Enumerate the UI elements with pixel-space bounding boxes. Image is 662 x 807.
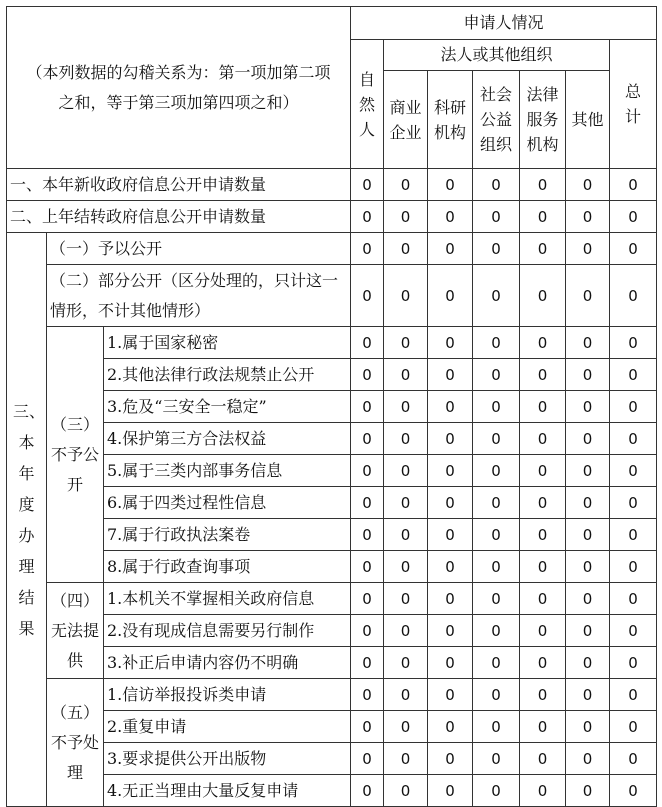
cell-value: 0 [520, 327, 566, 359]
cell-value: 0 [520, 583, 566, 615]
cell-value: 0 [351, 423, 384, 455]
cell-value: 0 [428, 647, 473, 679]
header-applicant-status: 申请人情况 [351, 7, 657, 40]
cell-value: 0 [351, 201, 384, 233]
cell-value: 0 [428, 551, 473, 583]
cell-value: 0 [351, 487, 384, 519]
cell-value: 0 [610, 775, 657, 807]
row-label-g3 [47, 327, 104, 583]
cell-value: 0 [473, 615, 520, 647]
cell-value: 0 [428, 201, 473, 233]
cell-value: 0 [520, 519, 566, 551]
header-note [7, 7, 351, 169]
table-row [7, 775, 657, 807]
cell-value: 0 [473, 327, 520, 359]
row-label-item: 1.本机关不掌握相关政府信息 [104, 583, 351, 615]
cell-value: 0 [610, 169, 657, 201]
header-public-welfare [473, 71, 520, 169]
cell-value: 0 [384, 775, 428, 807]
cell-value: 0 [428, 233, 473, 265]
cell-value: 0 [428, 327, 473, 359]
header-legal-service [520, 71, 566, 169]
cell-value: 0 [428, 711, 473, 743]
table-row [7, 551, 657, 583]
row-label-item: 5.属于三类内部事务信息 [104, 455, 351, 487]
cell-value: 0 [384, 233, 428, 265]
cell-value: 0 [566, 743, 610, 775]
cell-value: 0 [610, 233, 657, 265]
cell-value: 0 [566, 583, 610, 615]
cell-value: 0 [566, 169, 610, 201]
cell-value: 0 [384, 265, 428, 327]
cell-value: 0 [384, 711, 428, 743]
cell-value: 0 [610, 615, 657, 647]
cell-value: 0 [428, 487, 473, 519]
cell-value: 0 [520, 169, 566, 201]
header-commercial [384, 71, 428, 169]
cell-value: 0 [520, 265, 566, 327]
table-row [7, 265, 657, 327]
cell-value: 0 [610, 711, 657, 743]
cell-value: 0 [566, 233, 610, 265]
cell-value: 0 [520, 711, 566, 743]
cell-value: 0 [610, 519, 657, 551]
table-row [7, 423, 657, 455]
cell-value: 0 [351, 551, 384, 583]
cell-value: 0 [566, 455, 610, 487]
row-label-item: 3.要求提供公开出版物 [104, 743, 351, 775]
header-total-text: 总计 [625, 82, 642, 126]
cell-value: 0 [384, 201, 428, 233]
cell-value: 0 [351, 583, 384, 615]
row-label-item: 1.信访举报投诉类申请 [104, 679, 351, 711]
header-commercial-text: 商业企业 [389, 97, 422, 142]
row-label-results [7, 233, 47, 807]
table-row [7, 455, 657, 487]
cell-value: 0 [428, 743, 473, 775]
row-label-new-requests: 一、本年新收政府信息公开申请数量 [7, 169, 351, 201]
row-label-item: 4.保护第三方合法权益 [104, 423, 351, 455]
cell-value: 0 [351, 327, 384, 359]
cell-value: 0 [520, 391, 566, 423]
cell-value: 0 [384, 455, 428, 487]
table-row [7, 647, 657, 679]
row-label-item: 8.属于行政查询事项 [104, 551, 351, 583]
cell-value: 0 [473, 647, 520, 679]
cell-value: 0 [384, 327, 428, 359]
cell-value: 0 [566, 359, 610, 391]
table-row [7, 615, 657, 647]
cell-value: 0 [520, 775, 566, 807]
cell-value: 0 [566, 647, 610, 679]
cell-value: 0 [473, 169, 520, 201]
cell-value: 0 [384, 551, 428, 583]
row-label-results-text: 三、本年度办理结果 [13, 401, 46, 638]
cell-value: 0 [384, 391, 428, 423]
cell-value: 0 [566, 519, 610, 551]
table-row [7, 519, 657, 551]
cell-value: 0 [520, 743, 566, 775]
row-label-item: 2.没有现成信息需要另行制作 [104, 615, 351, 647]
cell-value: 0 [351, 169, 384, 201]
cell-value: 0 [566, 615, 610, 647]
cell-value: 0 [473, 359, 520, 391]
cell-value: 0 [566, 679, 610, 711]
row-label-g4 [47, 583, 104, 679]
cell-value: 0 [473, 455, 520, 487]
cell-value: 0 [473, 519, 520, 551]
header-legal-group: 法人或其他组织 [384, 40, 610, 71]
cell-value: 0 [428, 391, 473, 423]
row-label-item: 4.无正当理由大量反复申请 [104, 775, 351, 807]
cell-value: 0 [520, 679, 566, 711]
cell-value: 0 [428, 265, 473, 327]
cell-value: 0 [473, 775, 520, 807]
cell-value: 0 [610, 647, 657, 679]
cell-value: 0 [566, 391, 610, 423]
cell-value: 0 [351, 519, 384, 551]
cell-value: 0 [520, 233, 566, 265]
cell-value: 0 [351, 775, 384, 807]
header-research [428, 71, 473, 169]
cell-value: 0 [384, 679, 428, 711]
table-row [7, 391, 657, 423]
cell-value: 0 [566, 423, 610, 455]
cell-value: 0 [428, 615, 473, 647]
cell-value: 0 [428, 455, 473, 487]
cell-value: 0 [473, 551, 520, 583]
cell-value: 0 [520, 201, 566, 233]
cell-value: 0 [566, 327, 610, 359]
cell-value: 0 [351, 711, 384, 743]
cell-value: 0 [566, 775, 610, 807]
cell-value: 0 [610, 265, 657, 327]
cell-value: 0 [473, 743, 520, 775]
row-label-item: 2.重复申请 [104, 711, 351, 743]
cell-value: 0 [610, 455, 657, 487]
row-label-g4-text: （四）无法提供 [51, 590, 100, 670]
cell-value: 0 [520, 615, 566, 647]
cell-value: 0 [473, 265, 520, 327]
table-row [7, 327, 657, 359]
cell-value: 0 [610, 201, 657, 233]
cell-value: 0 [520, 647, 566, 679]
table-row [7, 711, 657, 743]
row-label-item: 7.属于行政执法案卷 [104, 519, 351, 551]
cell-value: 0 [473, 391, 520, 423]
table-row [7, 487, 657, 519]
cell-value: 0 [384, 169, 428, 201]
row-label-g1: （一）予以公开 [47, 233, 351, 265]
row-label-item: 3.危及“三安全一稳定” [104, 391, 351, 423]
cell-value: 0 [473, 679, 520, 711]
cell-value: 0 [610, 583, 657, 615]
table-row [7, 583, 657, 615]
table-row [7, 233, 657, 265]
cell-value: 0 [520, 423, 566, 455]
cell-value: 0 [473, 423, 520, 455]
cell-value: 0 [610, 423, 657, 455]
cell-value: 0 [428, 519, 473, 551]
row-label-carryover: 二、上年结转政府信息公开申请数量 [7, 201, 351, 233]
row-label-item: 3.补正后申请内容仍不明确 [104, 647, 351, 679]
cell-value: 0 [384, 423, 428, 455]
cell-value: 0 [428, 423, 473, 455]
cell-value: 0 [351, 391, 384, 423]
cell-value: 0 [610, 551, 657, 583]
table-row [7, 679, 657, 711]
cell-value: 0 [384, 487, 428, 519]
cell-value: 0 [384, 583, 428, 615]
table-row [7, 743, 657, 775]
row-label-g5-text: （五）不予处理 [51, 702, 100, 782]
cell-value: 0 [566, 201, 610, 233]
header-note-text: （本列数据的勾稽关系为：第一项加第二项之和，等于第三项加第四项之和） [26, 62, 331, 112]
cell-value: 0 [520, 487, 566, 519]
cell-value: 0 [351, 455, 384, 487]
header-natural-person [351, 40, 384, 169]
row-label-item: 1.属于国家秘密 [104, 327, 351, 359]
cell-value: 0 [566, 551, 610, 583]
cell-value: 0 [566, 711, 610, 743]
cell-value: 0 [351, 615, 384, 647]
header-legal-service-text: 法律服务机构 [526, 85, 559, 154]
cell-value: 0 [520, 359, 566, 391]
header-natural-person-text: 自然人 [358, 69, 375, 139]
cell-value: 0 [610, 679, 657, 711]
cell-value: 0 [384, 743, 428, 775]
cell-value: 0 [566, 487, 610, 519]
cell-value: 0 [351, 265, 384, 327]
row-label-item: 6.属于四类过程性信息 [104, 487, 351, 519]
cell-value: 0 [351, 743, 384, 775]
cell-value: 0 [520, 455, 566, 487]
cell-value: 0 [428, 583, 473, 615]
cell-value: 0 [473, 711, 520, 743]
cell-value: 0 [428, 169, 473, 201]
cell-value: 0 [610, 327, 657, 359]
cell-value: 0 [384, 615, 428, 647]
cell-value: 0 [384, 519, 428, 551]
cell-value: 0 [610, 487, 657, 519]
row-label-item: 2.其他法律行政法规禁止公开 [104, 359, 351, 391]
header-research-text: 科研机构 [433, 97, 466, 142]
row-label-g5 [47, 679, 104, 807]
header-other: 其他 [566, 71, 610, 169]
cell-value: 0 [473, 583, 520, 615]
cell-value: 0 [473, 487, 520, 519]
cell-value: 0 [428, 679, 473, 711]
cell-value: 0 [351, 359, 384, 391]
header-total [610, 40, 657, 169]
header-public-welfare-text: 社会公益组织 [479, 85, 512, 154]
cell-value: 0 [428, 359, 473, 391]
cell-value: 0 [384, 647, 428, 679]
cell-value: 0 [428, 775, 473, 807]
row-label-g2: （二）部分公开（区分处理的，只计这一情形，不计其他情形） [47, 265, 351, 327]
cell-value: 0 [384, 359, 428, 391]
cell-value: 0 [520, 551, 566, 583]
cell-value: 0 [473, 233, 520, 265]
table-row [7, 201, 657, 233]
cell-value: 0 [610, 359, 657, 391]
cell-value: 0 [473, 201, 520, 233]
cell-value: 0 [610, 391, 657, 423]
table-row [7, 169, 657, 201]
table-row [7, 359, 657, 391]
cell-value: 0 [566, 265, 610, 327]
cell-value: 0 [351, 647, 384, 679]
row-label-g3-text: （三）不予公开 [51, 414, 100, 494]
cell-value: 0 [610, 743, 657, 775]
gov-info-disclosure-table [6, 6, 657, 807]
cell-value: 0 [351, 233, 384, 265]
cell-value: 0 [351, 679, 384, 711]
